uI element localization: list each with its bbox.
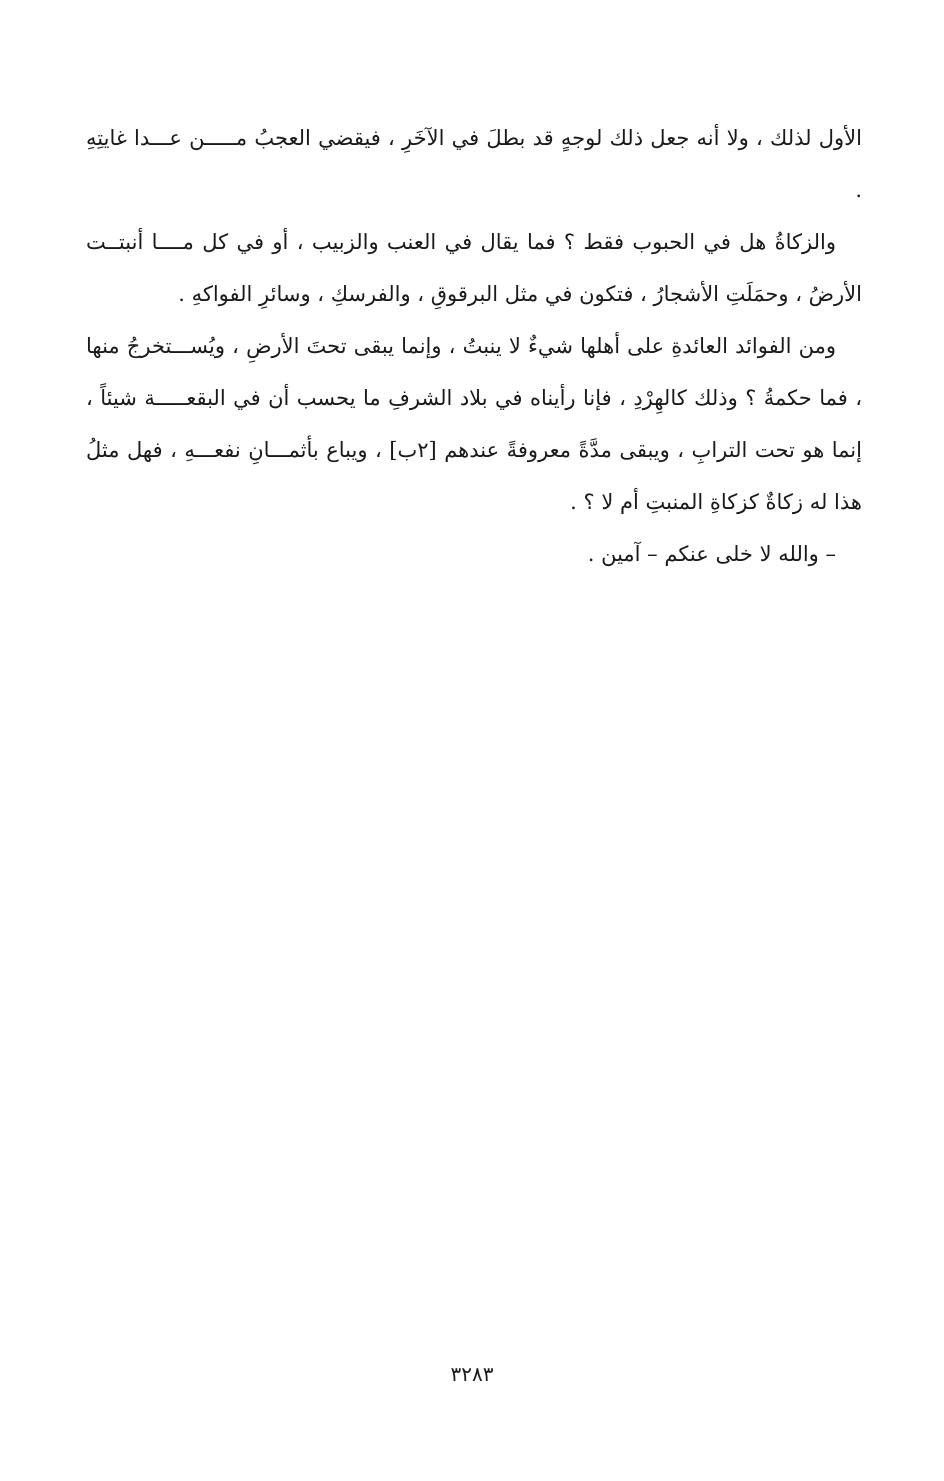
paragraph-4: – والله لا خلى عنكم – آمين . <box>587 542 836 566</box>
paragraph-1: الأول لذلك ، ولا أنه جعل ذلك لوجهٍ قد بطلَ في الآخَرِ ، فيقضي العجبُ مـــــن عـــدا غايتِهِ . <box>86 126 862 202</box>
body-text <box>86 112 862 580</box>
paragraph-2: والزكاةُ هل في الحبوب فقط ؟ فما يقال في العنب والزبيب ، أو في كل مــــا أنبتــت الأرضُ ، وحمَلَتِ الأشجارُ ، فتكون في مثل البرقوقِ ، والفرسكِ ، وسائرِ الفواكهِ . <box>86 230 862 306</box>
paragraph-3: ومن الفوائد العائدةِ على أهلها شيءٌ لا ينبتُ ، وإنما يبقى تحتَ الأرضِ ، ويُســـتخرجُ منها ، فما حكمةُ ؟ وذلك كالهِرْدِ ، فإنا رأيناه في بلاد الشرفِ ما يحسب أن في البقعـــــة شيئاً ، إنما هو تحت الترابِ ، ويبقى مدَّةً معروفةً عندهم [٢ب] ، ويباع بأثمـــانِ نفعـــهِ ، فهل مثلُ هذا له زكاةٌ كزكاةِ المنبتِ أم لا ؟ . <box>86 334 863 514</box>
page-number: ٣٢٨٣ <box>450 1362 494 1386</box>
